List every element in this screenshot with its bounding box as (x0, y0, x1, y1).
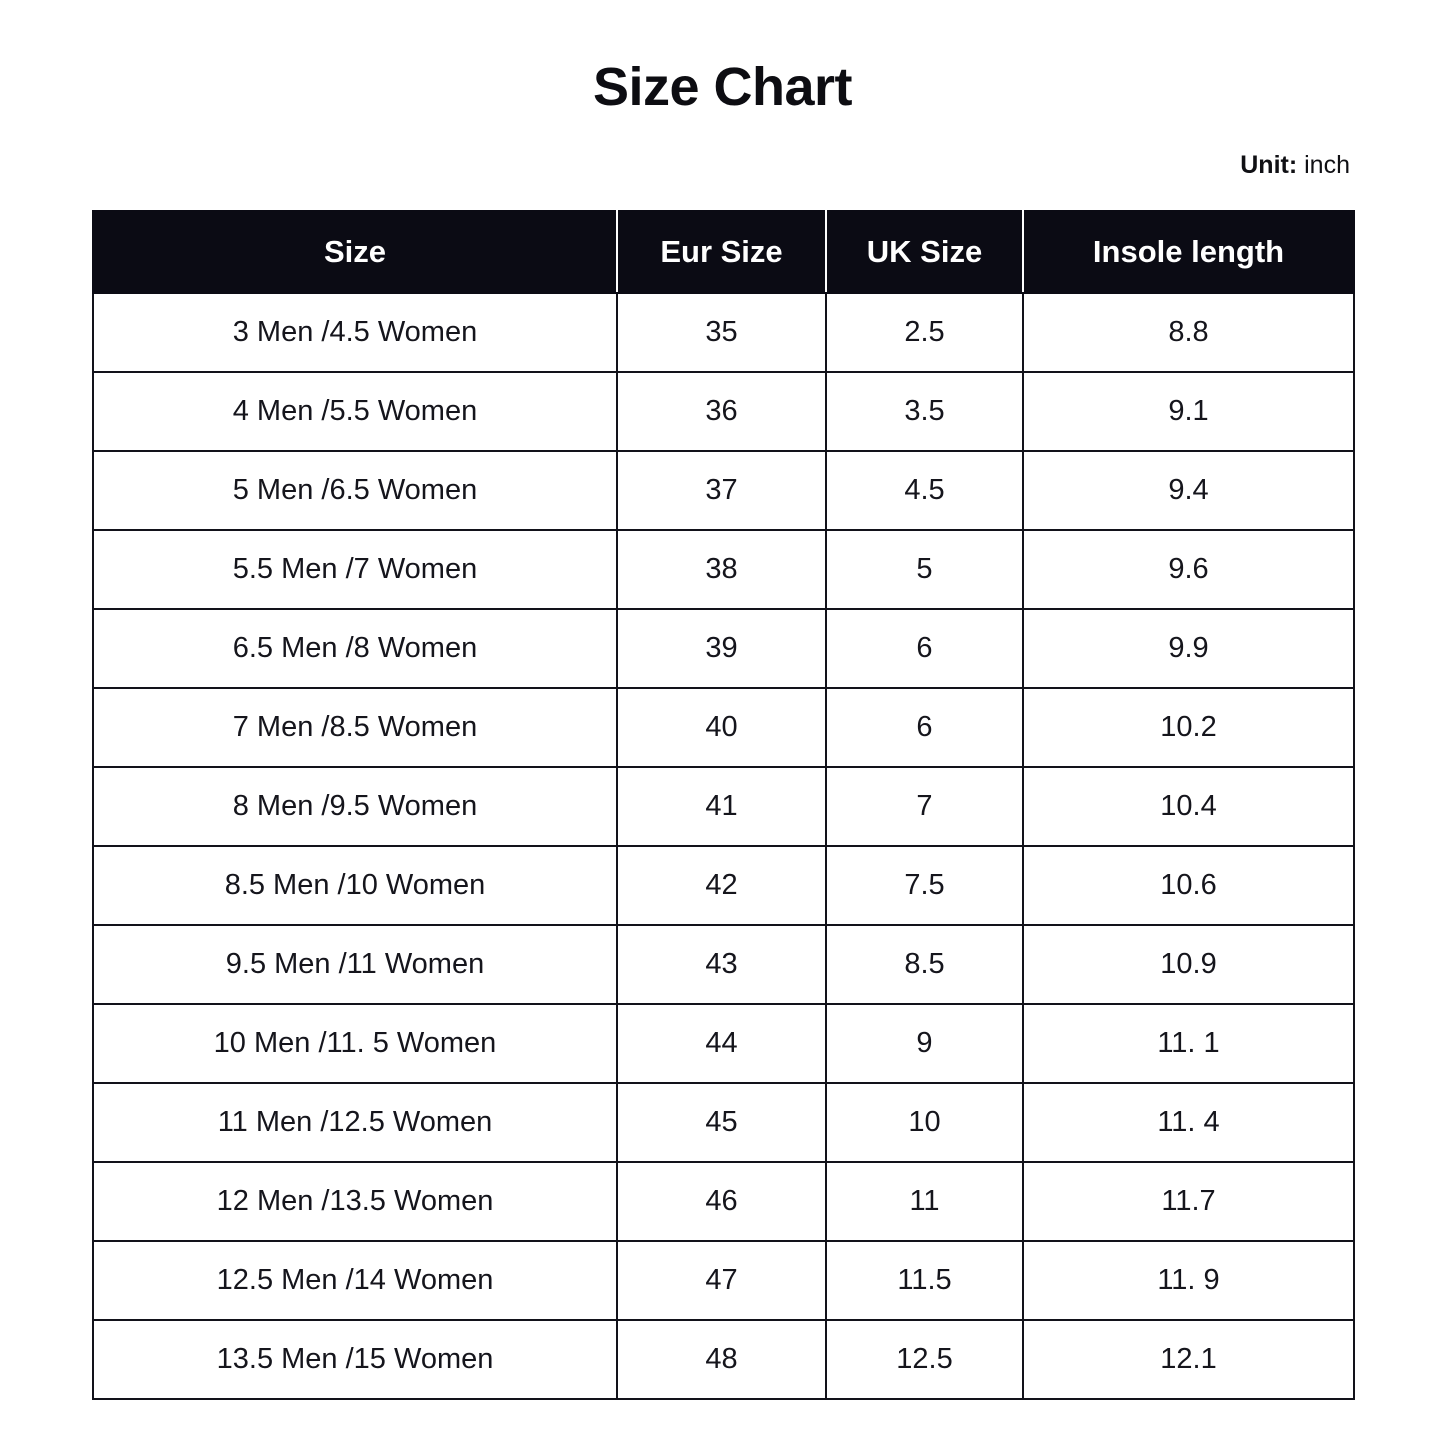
cell-uk-size: 11.5 (826, 1241, 1023, 1320)
column-header-size: Size (93, 211, 617, 293)
cell-insole-length: 9.1 (1023, 372, 1354, 451)
cell-uk-size: 5 (826, 530, 1023, 609)
cell-uk-size: 7.5 (826, 846, 1023, 925)
cell-insole-length: 10.6 (1023, 846, 1354, 925)
cell-uk-size: 6 (826, 688, 1023, 767)
table-row (93, 451, 1354, 530)
cell-eur-size: 38 (617, 530, 826, 609)
cell-eur-size: 48 (617, 1320, 826, 1399)
cell-insole-length: 10.9 (1023, 925, 1354, 1004)
cell-insole-length: 10.4 (1023, 767, 1354, 846)
table-row (93, 1241, 1354, 1320)
unit-note (0, 151, 1445, 180)
column-header-uk-size: UK Size (826, 211, 1023, 293)
cell-size: 8.5 Men /10 Women (93, 846, 617, 925)
cell-eur-size: 46 (617, 1162, 826, 1241)
cell-size: 6.5 Men /8 Women (93, 609, 617, 688)
cell-insole-length: 8.8 (1023, 293, 1354, 372)
table-row (93, 688, 1354, 767)
cell-eur-size: 42 (617, 846, 826, 925)
cell-eur-size: 43 (617, 925, 826, 1004)
size-chart-table-wrapper (92, 210, 1353, 1400)
cell-size: 3 Men /4.5 Women (93, 293, 617, 372)
cell-uk-size: 3.5 (826, 372, 1023, 451)
cell-insole-length: 11.7 (1023, 1162, 1354, 1241)
size-chart-table (92, 210, 1355, 1400)
cell-eur-size: 39 (617, 609, 826, 688)
cell-eur-size: 41 (617, 767, 826, 846)
cell-size: 13.5 Men /15 Women (93, 1320, 617, 1399)
cell-insole-length: 11. 9 (1023, 1241, 1354, 1320)
table-row (93, 372, 1354, 451)
cell-size: 12.5 Men /14 Women (93, 1241, 617, 1320)
cell-insole-length: 9.9 (1023, 609, 1354, 688)
cell-eur-size: 44 (617, 1004, 826, 1083)
cell-size: 5.5 Men /7 Women (93, 530, 617, 609)
table-row (93, 1320, 1354, 1399)
table-row (93, 1162, 1354, 1241)
unit-label: Unit: (1240, 151, 1298, 180)
column-header-eur-size: Eur Size (617, 211, 826, 293)
table-row (93, 925, 1354, 1004)
cell-eur-size: 37 (617, 451, 826, 530)
cell-uk-size: 11 (826, 1162, 1023, 1241)
table-row (93, 767, 1354, 846)
cell-eur-size: 47 (617, 1241, 826, 1320)
cell-uk-size: 6 (826, 609, 1023, 688)
cell-eur-size: 36 (617, 372, 826, 451)
cell-uk-size: 10 (826, 1083, 1023, 1162)
cell-size: 7 Men /8.5 Women (93, 688, 617, 767)
cell-size: 10 Men /11. 5 Women (93, 1004, 617, 1083)
cell-eur-size: 40 (617, 688, 826, 767)
cell-uk-size: 2.5 (826, 293, 1023, 372)
page-title: Size Chart (592, 57, 853, 117)
table-header-row (93, 211, 1354, 293)
cell-size: 5 Men /6.5 Women (93, 451, 617, 530)
table-row (93, 293, 1354, 372)
cell-size: 4 Men /5.5 Women (93, 372, 617, 451)
cell-insole-length: 12.1 (1023, 1320, 1354, 1399)
table-row (93, 846, 1354, 925)
cell-insole-length: 11. 1 (1023, 1004, 1354, 1083)
cell-size: 9.5 Men /11 Women (93, 925, 617, 1004)
table-row (93, 1004, 1354, 1083)
cell-uk-size: 7 (826, 767, 1023, 846)
cell-insole-length: 11. 4 (1023, 1083, 1354, 1162)
cell-eur-size: 35 (617, 293, 826, 372)
cell-insole-length: 9.6 (1023, 530, 1354, 609)
cell-uk-size: 9 (826, 1004, 1023, 1083)
cell-size: 8 Men /9.5 Women (93, 767, 617, 846)
table-row (93, 530, 1354, 609)
cell-size: 12 Men /13.5 Women (93, 1162, 617, 1241)
table-row (93, 609, 1354, 688)
cell-insole-length: 10.2 (1023, 688, 1354, 767)
unit-value: inch (1304, 151, 1350, 180)
cell-eur-size: 45 (617, 1083, 826, 1162)
cell-uk-size: 4.5 (826, 451, 1023, 530)
table-body (93, 293, 1354, 1399)
cell-size: 11 Men /12.5 Women (93, 1083, 617, 1162)
cell-insole-length: 9.4 (1023, 451, 1354, 530)
cell-uk-size: 8.5 (826, 925, 1023, 1004)
table-row (93, 1083, 1354, 1162)
cell-uk-size: 12.5 (826, 1320, 1023, 1399)
column-header-insole-length: Insole length (1023, 211, 1354, 293)
table-header (93, 211, 1354, 293)
